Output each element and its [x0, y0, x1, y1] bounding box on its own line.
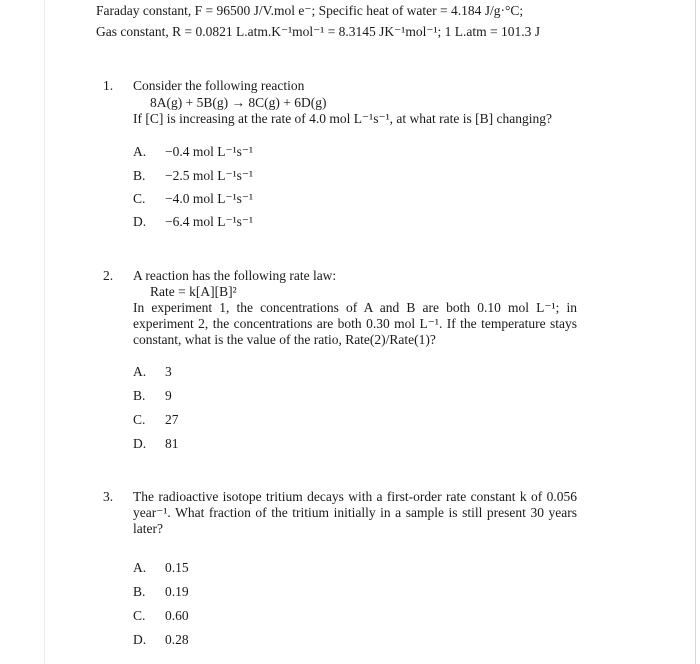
question-2-option-b-letter: B. [133, 388, 146, 403]
question-2-number: 2. [103, 268, 114, 283]
question-3-option-a-letter: A. [133, 560, 147, 575]
question-1-option-a-letter: A. [133, 144, 147, 159]
question-2-option-b[interactable]: 9 [165, 388, 172, 403]
question-3-option-b-letter: B. [133, 584, 146, 599]
page-left-edge [44, 0, 45, 664]
question-2-option-a-letter: A. [133, 364, 147, 379]
question-2-option-d-letter: D. [133, 436, 147, 451]
question-1-option-b[interactable]: −2.5 mol L⁻¹s⁻¹ [165, 168, 254, 183]
question-2-option-d[interactable]: 81 [165, 436, 179, 451]
question-1-option-a[interactable]: −0.4 mol L⁻¹s⁻¹ [165, 144, 254, 159]
question-3-option-d[interactable]: 0.28 [165, 632, 189, 647]
question-3-option-a[interactable]: 0.15 [165, 560, 189, 575]
question-1-number: 1. [103, 78, 114, 93]
question-1-option-d-letter: D. [133, 214, 147, 229]
question-2-prompt-line-2: experiment 2, the concentrations are both 0.30 mol L⁻¹. If the temperature stays [133, 316, 577, 331]
question-2-option-c-letter: C. [133, 412, 146, 427]
question-1-option-c-letter: C. [133, 191, 146, 206]
constants-line-1: Faraday constant, F = 96500 J/V.mol e⁻; Specific heat of water = 4.184 J/g·°C; [96, 3, 524, 18]
question-3-option-b[interactable]: 0.19 [165, 584, 189, 599]
question-1-option-b-letter: B. [133, 168, 146, 183]
question-3-option-c-letter: C. [133, 608, 146, 623]
question-3-prompt-line-1: The radioactive isotope tritium decays with a first-order rate constant k of 0.056 [133, 489, 577, 504]
page-right-edge [695, 0, 696, 664]
question-2-option-a[interactable]: 3 [165, 364, 172, 379]
question-3-number: 3. [103, 489, 114, 504]
question-2-intro: A reaction has the following rate law: [133, 268, 337, 283]
question-3-option-c[interactable]: 0.60 [165, 608, 189, 623]
question-1-option-c[interactable]: −4.0 mol L⁻¹s⁻¹ [165, 191, 254, 206]
question-2-option-c[interactable]: 27 [165, 412, 179, 427]
question-3-prompt-line-3: later? [133, 521, 163, 536]
question-1-intro: Consider the following reaction [133, 78, 305, 93]
question-1-prompt: If [C] is increasing at the rate of 4.0 mol L⁻¹s⁻¹, at what rate is [B] changing? [133, 111, 552, 126]
question-3-option-d-letter: D. [133, 632, 147, 647]
question-3-prompt-line-2: year⁻¹. What fraction of the tritium initially in a sample is still present 30 years [133, 505, 577, 520]
question-1-option-d[interactable]: −6.4 mol L⁻¹s⁻¹ [165, 214, 254, 229]
constants-line-2: Gas constant, R = 0.0821 L.atm.K⁻¹mol⁻¹ = 8.3145 JK⁻¹mol⁻¹; 1 L.atm = 101.3 J [96, 24, 541, 39]
question-2-prompt-line-1: In experiment 1, the concentrations of A and B are both 0.10 mol L⁻¹; in [133, 300, 577, 315]
question-2-prompt-line-3: constant, what is the value of the ratio, Rate(2)/Rate(1)? [133, 332, 436, 347]
question-2-equation: Rate = k[A][B]² [150, 284, 237, 299]
question-1-equation: 8A(g) + 5B(g) → 8C(g) + 6D(g) [150, 95, 327, 110]
